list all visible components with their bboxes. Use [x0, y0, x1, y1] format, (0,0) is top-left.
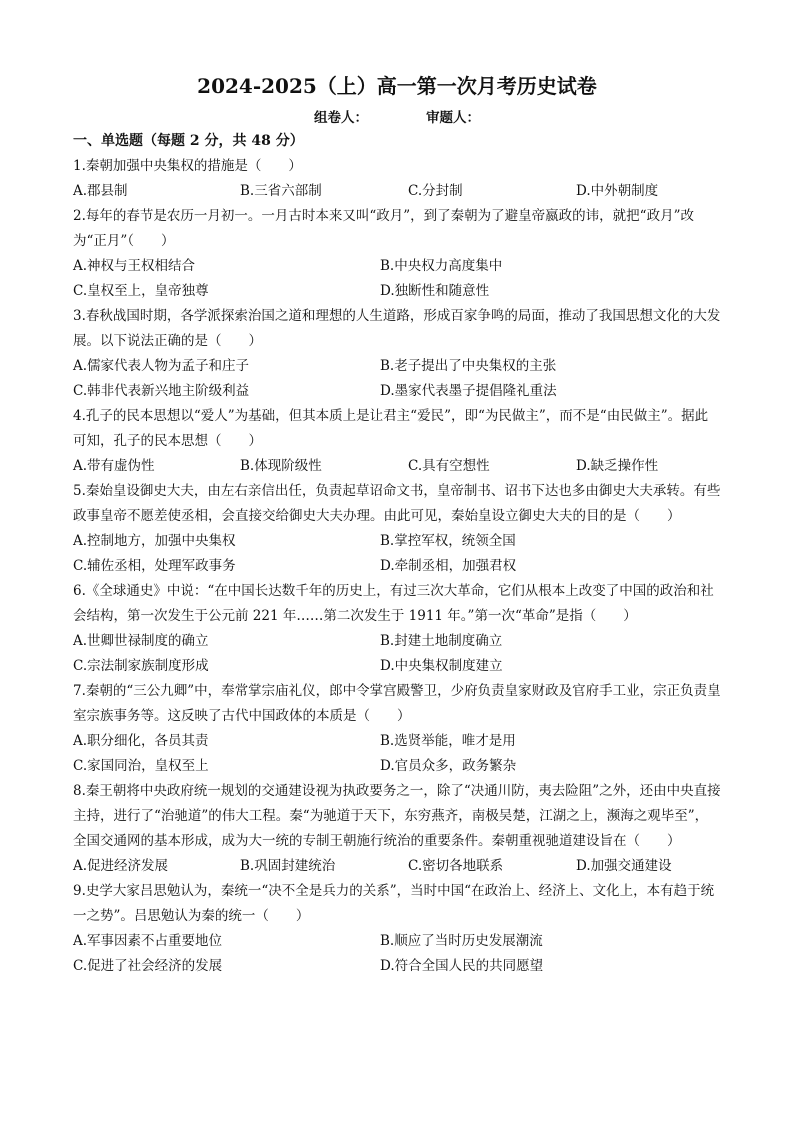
question-item [73, 154, 721, 204]
answer-option: C.辅佐丞相，处理军政事务 [73, 558, 236, 574]
question-item [73, 579, 721, 679]
answer-option: C.韩非代表新兴地主阶级利益 [73, 383, 250, 399]
answer-option: C.家国同治，皇权至上 [73, 758, 209, 774]
answer-option: A.儒家代表人物为孟子和庄子 [73, 358, 250, 374]
answer-option: D.墨家代表墨子提倡隆礼重法 [380, 383, 557, 399]
answer-option: D.符合全国人民的共同愿望 [380, 958, 544, 974]
answer-option: B.选贤举能，唯才是用 [380, 733, 516, 749]
answer-option: C.密切各地联系 [408, 858, 504, 874]
question-item [73, 679, 721, 779]
answer-option: D.加强交通建设 [576, 858, 672, 874]
answer-option: A.控制地方，加强中央集权 [73, 533, 236, 549]
answer-option: A.促进经济发展 [73, 858, 169, 874]
answer-option: C.分封制 [408, 183, 463, 199]
question-stem: 9.史学大家吕思勉认为，秦统一“决不全是兵力的关系”，当时中国“在政治上、经济上、文化上，本有趋于统一之势”。吕思勉认为秦的统一（ ） [73, 883, 715, 924]
question-item [73, 304, 721, 404]
question-stem: 3.春秋战国时期，各学派探索治国之道和理想的人生道路，形成百家争鸣的局面，推动了我国思想文化的大发展。以下说法正确的是（ ） [73, 308, 721, 349]
answer-option: A.郡县制 [73, 183, 128, 199]
answer-option: D.独断性和随意性 [380, 283, 490, 299]
answer-option: A.神权与王权相结合 [73, 258, 196, 274]
answer-option: B.老子提出了中央集权的主张 [380, 358, 557, 374]
question-stem: 1.秦朝加强中央集权的措施是（ ） [73, 158, 302, 174]
answer-option: D.官员众多，政务繁杂 [380, 758, 517, 774]
answer-option: C.具有空想性 [408, 458, 490, 474]
section-heading: 一、单选题（每题 2 分，共 48 分） [73, 133, 304, 149]
answer-option: C.宗法制家族制度形成 [73, 658, 209, 674]
question-stem: 2.每年的春节是农历一月初一。一月古时本来又叫“政月”，到了秦朝为了避皇帝嬴政的讳，就把“政月”改为“正月”（ ） [73, 208, 694, 249]
question-item [73, 204, 721, 304]
answer-option: D.缺乏操作性 [576, 458, 659, 474]
answer-options [73, 179, 721, 204]
question-item [73, 879, 721, 979]
page-title: 2024-2025（上）高一第一次月考历史试卷 [197, 74, 597, 98]
answer-option: A.带有虚伪性 [73, 458, 155, 474]
question-item [73, 779, 721, 879]
answer-option: B.巩固封建统治 [240, 858, 336, 874]
answer-options [73, 929, 721, 979]
answer-options [73, 354, 721, 404]
answer-option: B.封建土地制度确立 [380, 633, 503, 649]
answer-option: A.世卿世禄制度的确立 [73, 633, 209, 649]
question-stem: 5.秦始皇设御史大夫，由左右亲信出任，负责起草诏命文书，皇帝制书、诏书下达也多由御史大夫承转。有些政事皇帝不愿差使丞相，会直接交给御史大夫办理。由此可见，秦始皇设立御史大夫的目的是（ ） [73, 483, 721, 524]
answer-options [73, 454, 721, 479]
question-stem: 6.《全球通史》中说：“在中国长达数千年的历史上，有过三次大革命，它们从根本上改变了中国的政治和社会结构，第一次发生于公元前 221 年……第二次发生于 1911 年。”第一次“革命”是指（ ） [73, 583, 714, 624]
answer-option: D.牵制丞相，加强君权 [380, 558, 517, 574]
answer-options [73, 729, 721, 779]
answer-option: D.中外朝制度 [576, 183, 659, 199]
answer-option: B.掌控军权，统领全国 [380, 533, 516, 549]
answer-option: A.职分细化，各员其责 [73, 733, 209, 749]
answer-options [73, 629, 721, 679]
answer-option: B.三省六部制 [240, 183, 322, 199]
answer-options [73, 254, 721, 304]
answer-option: B.中央权力高度集中 [380, 258, 503, 274]
question-item [73, 479, 721, 579]
answer-option: C.促进了社会经济的发展 [73, 958, 223, 974]
answer-option: C.皇权至上，皇帝独尊 [73, 283, 209, 299]
answer-option: B.体现阶级性 [240, 458, 322, 474]
question-item [73, 404, 721, 479]
author-line [0, 106, 794, 126]
answer-option: B.顺应了当时历史发展潮流 [380, 933, 543, 949]
answer-option: A.军事因素不占重要地位 [73, 933, 223, 949]
question-stem: 7.秦朝的“三公九卿”中，奉常掌宗庙礼仪，郎中令掌宫殿警卫，少府负责皇家财政及官府手工业，宗正负责皇室宗族事务等。这反映了古代中国政体的本质是（ ） [73, 683, 721, 724]
question-list [73, 154, 721, 979]
question-stem: 8.秦王朝将中央政府统一规划的交通建设视为执政要务之一，除了“决通川防，夷去险阻”之外，还由中央直接主持，进行了“治驰道”的伟大工程。秦“为驰道于天下，东穷燕齐，南极吴楚，江湖之上，濒海之观毕至”，全国交通网的基本形成，成为大一统的专制王朝施行统治的重要条件。秦朝重视驰道建设旨在（ ） [73, 783, 721, 849]
reviewer-label: 审题人： [426, 110, 480, 126]
answer-options [73, 529, 721, 579]
compiler-label: 组卷人： [314, 110, 368, 126]
answer-option: D.中央集权制度建立 [380, 658, 503, 674]
answer-options [73, 854, 721, 879]
question-stem: 4.孔子的民本思想以“爱人”为基础，但其本质上是让君主“爱民”，即“为民做主”，而不是“由民做主”。据此可知，孔子的民本思想（ ） [73, 408, 709, 449]
